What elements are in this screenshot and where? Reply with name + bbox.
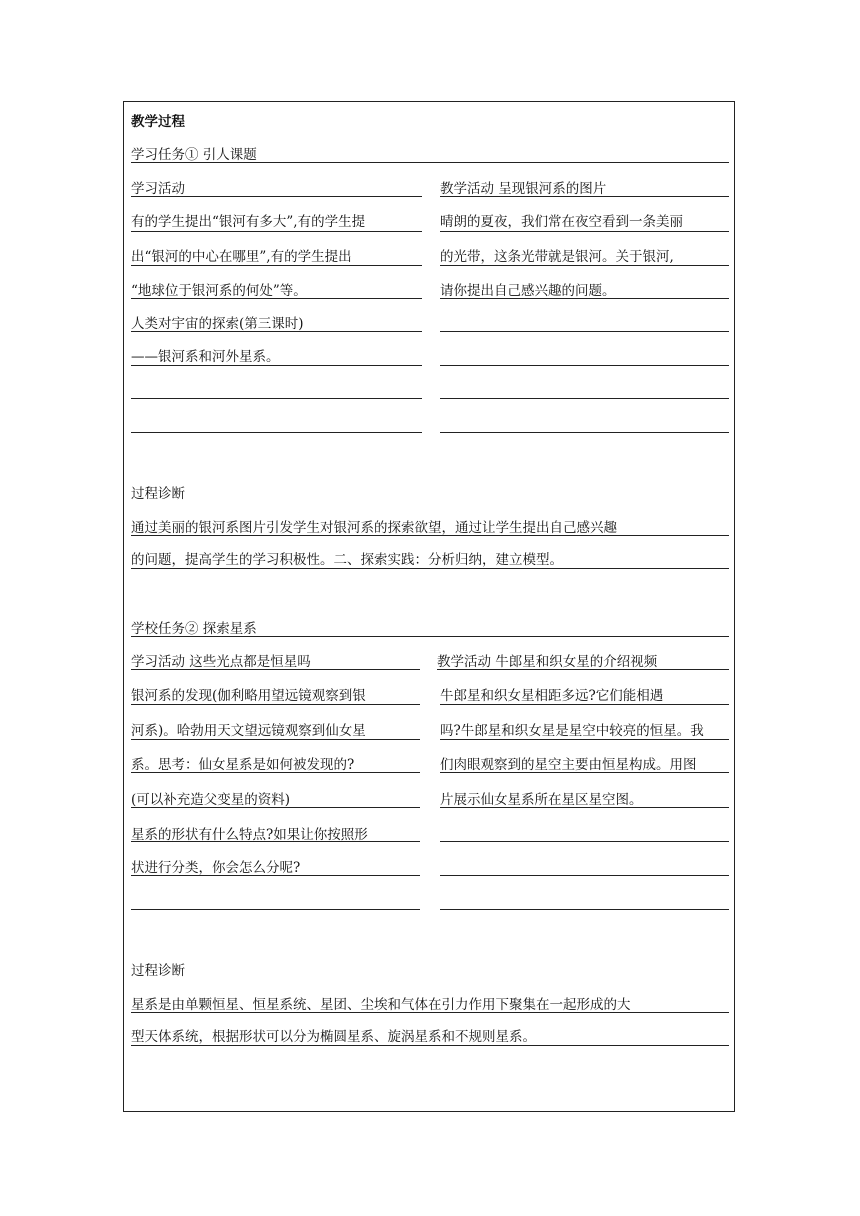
task2-student-label: 学习活动 这些光点都是恒星吗	[131, 654, 311, 670]
task1-teacher-line: 晴朗的夏夜，我们常在夜空看到一条美丽	[440, 214, 683, 230]
task1-title: 引人课题	[198, 147, 257, 163]
rule	[131, 739, 420, 740]
task2-diagnosis-label: 过程诊断	[131, 963, 185, 979]
rule	[440, 331, 729, 332]
rule	[131, 841, 420, 842]
rule	[440, 432, 729, 433]
rule	[440, 298, 729, 299]
rule	[131, 704, 420, 705]
task2-title-rule	[131, 636, 729, 637]
task2-teacher-line: 们肉眼观察到的星空主要由恒星构成。用图	[440, 757, 697, 773]
rule	[440, 909, 729, 910]
rule	[440, 772, 729, 773]
task2-student-line: 银河系的发现(伽利略用望远镜观察到银	[131, 688, 366, 704]
task1-label: 学习任务① 引人课题	[131, 147, 257, 163]
task2-student-line: 河系)。哈勃用天文望远镜观察到仙女星	[131, 723, 366, 739]
task2-teacher-label: 教学活动 牛郎星和织女星的介绍视频	[437, 654, 658, 670]
task2-student-line: (可以补充造父变星的资料)	[131, 792, 291, 808]
task2-student-line: 系。思考：仙女星系是如何被发现的?	[131, 757, 355, 773]
task2-teacher-line: 吗?牛郎星和织女星是星空中较亮的恒星。我	[440, 723, 704, 739]
rule	[131, 1012, 729, 1013]
rule	[131, 298, 422, 299]
rule	[131, 432, 422, 433]
rule	[437, 669, 729, 670]
rule	[440, 841, 729, 842]
rule	[131, 231, 422, 232]
task2-student-line: 星系的形状有什么特点?如果让你按照形	[131, 827, 368, 843]
task1-student-line: “地球位于银河系的何处”等。	[131, 283, 307, 299]
task1-teacher-title: 呈现银河系的图片	[494, 181, 607, 197]
rule	[440, 398, 729, 399]
task2-teacher-title: 牛郎星和织女星的介绍视频	[491, 654, 658, 670]
rule	[131, 331, 422, 332]
task1-teacher-line: 请你提出自己感兴趣的问题。	[440, 283, 616, 299]
task1-diagnosis-line: 的问题，提高学生的学习积极性。二、探索实践：分析归纳，建立模型。	[131, 552, 563, 568]
rule	[131, 1045, 729, 1046]
task2-diagnosis-line: 型天体系统，根据形状可以分为椭圆星系、旋涡星系和不规则星系。	[131, 1029, 536, 1045]
task2-teacher-line: 牛郎星和织女星相距多远?它们能相遇	[440, 688, 664, 704]
task1-student-line: ——银河系和河外星系。	[131, 349, 280, 365]
rule	[131, 365, 422, 366]
rule	[440, 704, 729, 705]
task1-student-line: 人类对宇宙的探索(第三课时)	[131, 316, 304, 332]
rule	[440, 265, 729, 266]
task1-teacher-line: 的光带，这条光带就是银河。关于银河,	[440, 249, 674, 265]
section-heading: 教学过程	[131, 114, 185, 130]
rule	[131, 265, 422, 266]
task1-student-line: 有的学生提出“银河有多大”,有的学生提	[131, 214, 366, 230]
rule	[440, 196, 729, 197]
rule	[440, 739, 729, 740]
task2-label: 学校任务② 探索星系	[131, 621, 257, 637]
rule	[131, 875, 420, 876]
rule	[131, 772, 420, 773]
task2-diagnosis-line: 星系是由单颗恒星、恒星系统、星团、尘埃和气体在引力作用下聚集在一起形成的大	[131, 997, 631, 1013]
task1-title-rule	[131, 162, 729, 163]
rule	[440, 875, 729, 876]
rule	[440, 231, 729, 232]
task2-student-title: 这些光点都是恒星吗	[185, 654, 311, 670]
rule	[131, 909, 420, 910]
task2-teacher-line: 片展示仙女星系所在星区星空图。	[440, 792, 643, 808]
task1-diagnosis-label: 过程诊断	[131, 486, 185, 502]
task1-teacher-label: 教学活动 呈现银河系的图片	[440, 181, 607, 197]
rule	[131, 807, 420, 808]
task2-title: 探索星系	[198, 621, 257, 637]
rule	[131, 669, 420, 670]
task2-student-line: 状进行分类，你会怎么分呢?	[131, 860, 301, 876]
rule	[440, 807, 729, 808]
rule	[131, 398, 422, 399]
rule	[131, 196, 422, 197]
task1-student-line: 出“银河的中心在哪里”,有的学生提出	[131, 249, 352, 265]
rule	[131, 568, 729, 569]
rule	[131, 535, 729, 536]
rule	[440, 365, 729, 366]
task1-diagnosis-line: 通过美丽的银河系图片引发学生对银河系的探索欲望，通过让学生提出自己感兴趣	[131, 520, 617, 536]
task1-student-label: 学习活动	[131, 181, 185, 197]
